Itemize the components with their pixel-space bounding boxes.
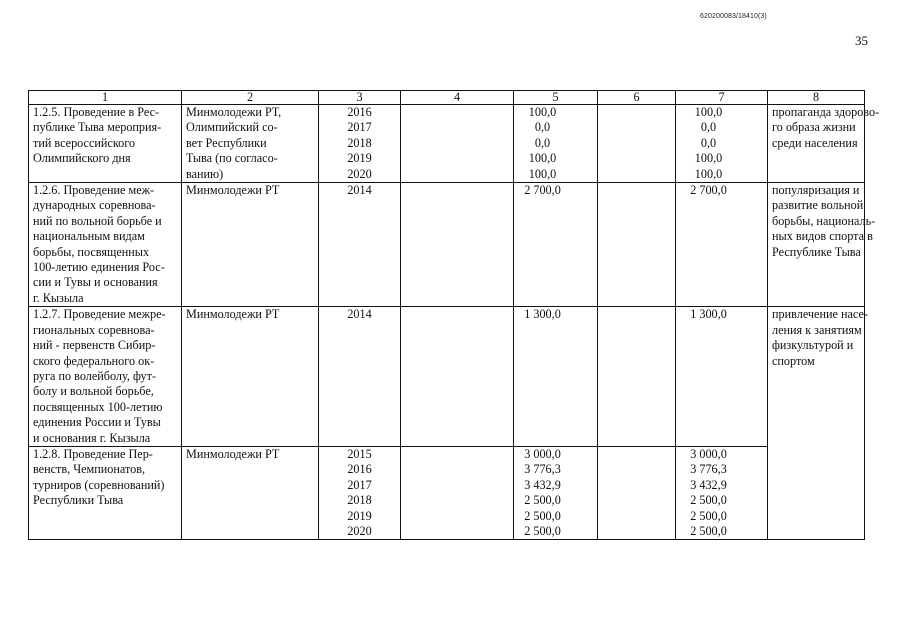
cell-line: национальным видам	[33, 229, 145, 244]
cell-line: 1.2.5. Проведение в Рес-	[33, 105, 160, 119]
cell-line: 2 700,0	[524, 183, 561, 198]
cell-line: 1.2.7. Проведение межре-	[33, 307, 166, 322]
cell-line: Олимпийского дня	[33, 151, 131, 166]
cell-line: ний по вольной борьбе и	[33, 213, 162, 228]
column-header: 4	[401, 91, 514, 105]
column-4-cell	[401, 183, 514, 307]
year-cell	[319, 105, 401, 183]
header-row	[29, 91, 865, 105]
cell-line: ления к занятиям	[772, 322, 862, 337]
cell-line: ского федерального ок-	[33, 353, 155, 368]
outcome-cell	[768, 307, 868, 540]
cell-line: 2 500,0	[690, 493, 727, 508]
cell-line: 1 300,0	[524, 307, 561, 322]
cell-line: вет Республики	[186, 135, 267, 150]
cell-line: Тыва (по согласо-	[186, 151, 278, 166]
program-table	[28, 90, 880, 540]
column-6-cell	[598, 307, 676, 447]
cell-line: 0,0	[700, 120, 717, 135]
cell-line: 3 000,0	[690, 446, 727, 461]
amount-total-cell	[676, 183, 768, 307]
cell-line: 2 500,0	[524, 493, 561, 508]
cell-line: сии и Тувы и основания	[33, 275, 158, 290]
cell-line: 3 432,9	[690, 477, 727, 492]
cell-line: 1.2.8. Проведение Пер-	[33, 446, 153, 461]
year-cell	[319, 446, 401, 539]
cell-line: 1.2.6. Проведение меж-	[33, 183, 155, 198]
cell-line: 2016	[347, 462, 372, 477]
cell-line: Минмолодежи РТ	[186, 446, 280, 461]
cell-line: 2017	[347, 477, 372, 492]
column-6-cell	[598, 105, 676, 183]
column-4-cell	[401, 105, 514, 183]
column-header: 8	[768, 91, 865, 105]
cell-line: 1 300,0	[690, 307, 727, 322]
table-row	[29, 105, 865, 183]
cell-line: ний - первенств Сибир-	[33, 338, 156, 353]
cell-line: тий всероссийского	[33, 135, 136, 150]
cell-line: среди населения	[772, 135, 858, 150]
cell-line: Минмолодежи РТ	[186, 307, 280, 322]
cell-line: турниров (соревнований)	[33, 477, 165, 492]
amount-cell	[514, 183, 598, 307]
cell-line: болу и вольной борьбе,	[33, 384, 154, 399]
cell-line: 2018	[347, 135, 372, 150]
activity-cell	[29, 307, 182, 447]
cell-line: ных видов спорта в	[772, 229, 873, 244]
cell-line: 0,0	[534, 120, 551, 135]
executor-cell	[182, 446, 319, 539]
activity-cell	[29, 183, 182, 307]
executor-cell	[182, 105, 319, 183]
cell-line: 0,0	[534, 135, 551, 150]
cell-line: Минмолодежи РТ,	[186, 105, 282, 119]
cell-line: 100,0	[694, 166, 723, 181]
cell-line: 2 500,0	[690, 508, 727, 523]
year-cell	[319, 307, 401, 447]
cell-line: 2020	[347, 166, 372, 181]
cell-line: 2017	[347, 120, 372, 135]
cell-line: ванию)	[186, 166, 224, 181]
cell-line: гиональных соревнова-	[33, 322, 155, 337]
cell-line: 2020	[347, 523, 372, 538]
cell-line: 2 500,0	[690, 523, 727, 538]
cell-line: спортом	[772, 353, 815, 368]
cell-line: 0,0	[700, 135, 717, 150]
table-row	[29, 183, 865, 307]
column-header: 1	[29, 91, 182, 105]
cell-line: посвященных 100-летию	[33, 399, 163, 414]
cell-line: дународных соревнова-	[33, 198, 156, 213]
cell-line: 3 432,9	[524, 477, 561, 492]
cell-line: 2019	[347, 508, 372, 523]
amount-total-cell	[676, 446, 768, 539]
activity-cell	[29, 446, 182, 539]
cell-line: 2015	[347, 446, 372, 461]
cell-line: 100,0	[528, 105, 557, 119]
table-row	[29, 307, 865, 447]
cell-line: 100,0	[694, 151, 723, 166]
cell-line: го образа жизни	[772, 120, 856, 135]
column-header: 2	[182, 91, 319, 105]
cell-line: 100-летию единения Рос-	[33, 260, 165, 275]
cell-line: Республики Тыва	[33, 493, 124, 508]
cell-line: физкультурой и	[772, 338, 854, 353]
column-header: 3	[319, 91, 401, 105]
column-6-cell	[598, 183, 676, 307]
cell-line: 100,0	[528, 166, 557, 181]
outcome-cell	[768, 183, 876, 307]
cell-line: 2 500,0	[524, 523, 561, 538]
column-header: 6	[598, 91, 676, 105]
cell-line: 3 776,3	[690, 462, 727, 477]
cell-line: борьбы, посвященных	[33, 244, 150, 259]
page-number: 35	[855, 33, 868, 48]
cell-line: 100,0	[528, 151, 557, 166]
column-6-cell	[598, 446, 676, 539]
cell-line: борьбы, националь-	[772, 213, 876, 228]
cell-line: 100,0	[694, 105, 723, 119]
amount-total-cell	[676, 307, 768, 447]
cell-line: пропаганда здорово-	[772, 105, 880, 119]
cell-line: публике Тыва мероприя-	[33, 120, 162, 135]
cell-line: 2014	[347, 307, 372, 322]
executor-cell	[182, 183, 319, 307]
year-cell	[319, 183, 401, 307]
table-row	[29, 446, 865, 539]
cell-line: 2 500,0	[524, 508, 561, 523]
column-4-cell	[401, 446, 514, 539]
cell-line: популяризация и	[772, 183, 860, 198]
amount-cell	[514, 446, 598, 539]
activity-cell	[29, 105, 182, 183]
column-header: 7	[676, 91, 768, 105]
amount-cell	[514, 307, 598, 447]
cell-line: 3 776,3	[524, 462, 561, 477]
column-header: 5	[514, 91, 598, 105]
cell-line: Минмолодежи РТ	[186, 183, 280, 198]
table-body	[29, 90, 880, 540]
cell-line: г. Кызыла	[33, 290, 84, 305]
amount-total-cell	[676, 105, 768, 183]
cell-line: 2016	[347, 105, 372, 119]
cell-line: развитие вольной	[772, 198, 864, 213]
cell-line: венств, Чемпионатов,	[33, 462, 146, 477]
cell-line: 2019	[347, 151, 372, 166]
cell-line: 2 700,0	[690, 183, 727, 198]
cell-line: 2018	[347, 493, 372, 508]
cell-line: Олимпийский со-	[186, 120, 278, 135]
column-4-cell	[401, 307, 514, 447]
cell-line: и основания г. Кызыла	[33, 430, 151, 445]
cell-line: руга по волейболу, фут-	[33, 368, 157, 383]
cell-line: Республике Тыва	[772, 244, 861, 259]
document-code: 620200083/18410(3)	[700, 13, 767, 20]
cell-line: 3 000,0	[524, 446, 561, 461]
executor-cell	[182, 307, 319, 447]
amount-cell	[514, 105, 598, 183]
cell-line: единения России и Тувы	[33, 415, 161, 430]
cell-line: привлечение насе-	[772, 307, 868, 322]
cell-line: 2014	[347, 183, 372, 198]
outcome-cell	[768, 105, 880, 183]
